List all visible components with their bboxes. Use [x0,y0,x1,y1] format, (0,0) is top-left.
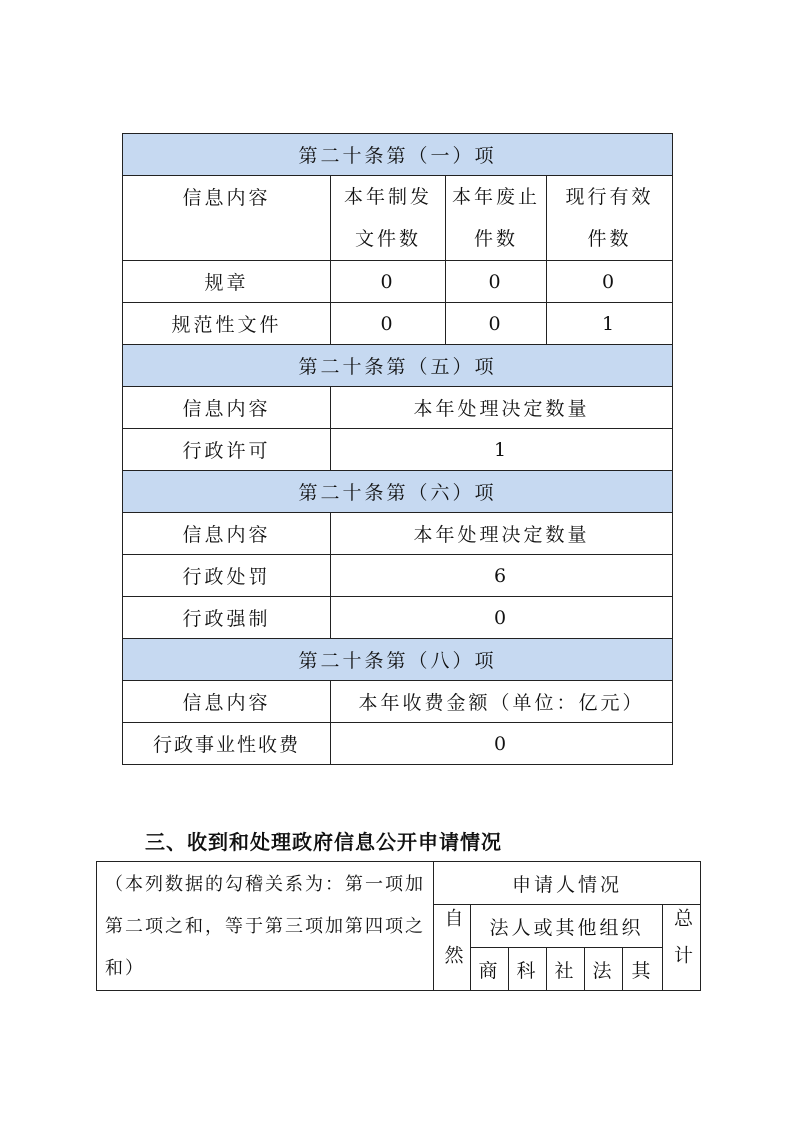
cell-value: 0 [331,597,673,639]
table-row [123,303,673,345]
sub-col-header: 商 [471,948,509,991]
table-row [123,555,673,597]
table-row [123,597,673,639]
col-header-info-content: 信息内容 [123,387,331,429]
cell-abolished: 0 [446,303,547,345]
col-header-info-content: 信息内容 [123,513,331,555]
col-header-valid: 现行有效件数 [547,176,673,261]
row-label: 规范性文件 [123,303,331,345]
cell-issued: 0 [331,261,446,303]
total-header: 总计 [663,905,701,991]
applicant-header: 申请人情况 [434,862,701,905]
section-title-item-8: 第二十条第（八）项 [123,639,673,681]
col-header-fee-amount: 本年收费金额（单位：亿元） [331,681,673,723]
cell-valid: 1 [547,303,673,345]
disclosure-stats-table [122,133,673,765]
cell-value: 0 [331,723,673,765]
natural-person-header: 自然 [434,905,471,991]
col-header-issued: 本年制发文件数 [331,176,446,261]
table-note: （本列数据的勾稽关系为：第一项加第二项之和，等于第三项加第四项之和） [97,862,434,991]
row-label: 行政许可 [123,429,331,471]
section-heading: 三、收到和处理政府信息公开申请情况 [145,830,502,854]
col-header-abolished: 本年废止件数 [446,176,547,261]
row-label: 行政强制 [123,597,331,639]
sub-col-header: 法 [585,948,623,991]
cell-value: 6 [331,555,673,597]
sub-col-header: 其 [623,948,663,991]
application-stats-table [96,861,701,991]
cell-abolished: 0 [446,261,547,303]
col-header-decision-count: 本年处理决定数量 [331,387,673,429]
table-row [123,723,673,765]
row-label: 行政处罚 [123,555,331,597]
row-label: 行政事业性收费 [123,723,331,765]
row-label: 规章 [123,261,331,303]
sub-col-header: 科 [509,948,547,991]
cell-valid: 0 [547,261,673,303]
section-title-item-6: 第二十条第（六）项 [123,471,673,513]
cell-value: 1 [331,429,673,471]
cell-issued: 0 [331,303,446,345]
section-title-item-5: 第二十条第（五）项 [123,345,673,387]
table-row [123,261,673,303]
section-title-item-1: 第二十条第（一）项 [123,134,673,176]
table-row [123,429,673,471]
legal-org-header: 法人或其他组织 [471,905,663,948]
col-header-info-content: 信息内容 [123,681,331,723]
col-header-decision-count: 本年处理决定数量 [331,513,673,555]
col-header-info-content: 信息内容 [123,176,331,261]
sub-col-header: 社 [547,948,585,991]
